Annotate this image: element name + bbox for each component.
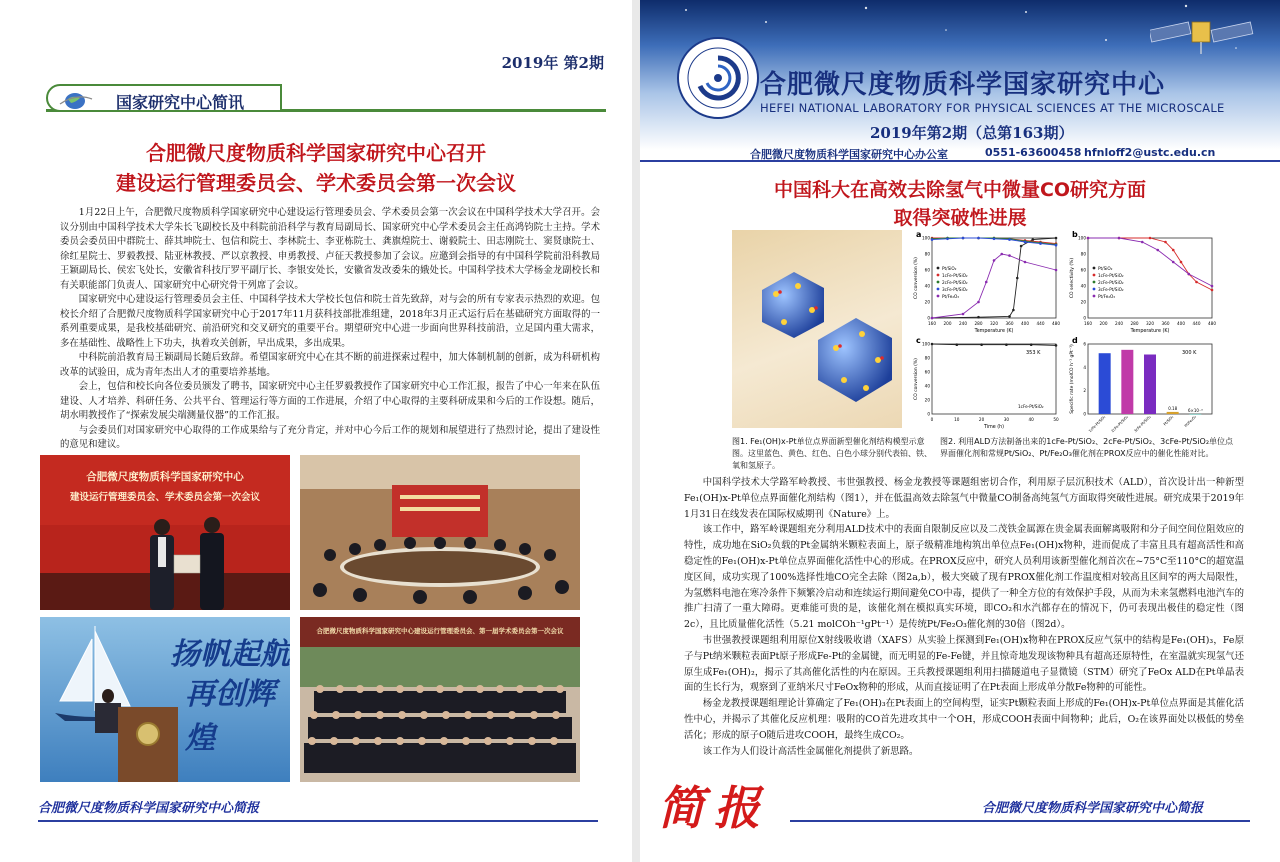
lab-name-en: HEFEI NATIONAL LABORATORY FOR PHYSICAL SCIENCES AT THE MICROSCALE (760, 101, 1225, 115)
legend-entry: 3cFe-Pt/SiO₂ (1098, 287, 1124, 292)
panel-label: d (1072, 336, 1078, 345)
group-banner: 合肥微尺度物质科学国家研究中心建设运行管理委员会、第一届学术委员会第一次会议 (316, 627, 564, 635)
legend-entry: 1cFe-Pt/SiO₂ (942, 273, 968, 278)
legend-entry: Pt/Fe₂O₃ (1098, 294, 1115, 299)
data-point (1024, 241, 1027, 244)
x-tick-label: Pt/SiO₂ (1162, 414, 1175, 427)
paragraph: 1月22日上午，合肥微尺度物质科学国家研究中心建设运行管理委员会、学术委员会第一次会议在中国科学技术大学召开。会议分别由中国科学技术大学朱长飞副校长及中科院前沿科学与教育局副局长、国家研究中心学术委员会主任高鸿钧院士主持。学术委员会委员田中群院士、薛其坤院士、包信和院士、李林院士、李亚栋院士、龚旗煌院士、谢毅院士、田志刚院士、窦贤康院士、徐红星院士、罗毅教授、陆亚林教授、严以京教授、申勇教授、卢征天教授参加了会议。应邀到会指导的有中国科学院前沿科教局王颖副局长、侯宏飞处长，安徽省科技厅罗平副厅长、李银安处长，安徽省发改委朱的娥处长。中国科学技术大学杨金龙副校长和有关职能部门负责人、国家研究中心研究骨干列席了会议。 (60, 207, 600, 291)
y-tick-label: 40 (1080, 283, 1086, 289)
section-header (46, 84, 606, 116)
y-axis-label: CO conversion (%) (914, 358, 919, 400)
people-figures (140, 513, 240, 610)
left-page (0, 0, 632, 862)
headline-line-2: 取得突破性进展 (893, 207, 1027, 229)
y-tick-label: 60 (924, 369, 930, 375)
legend-entry: 1cFe-Pt/SiO₂ (1018, 404, 1044, 409)
chart-frame (1088, 238, 1212, 318)
headline-line-2: 建设运行管理委员会、学术委员会第一次会议 (116, 171, 516, 195)
y-tick-label: 6 (1083, 341, 1086, 347)
email-address: hfnloff2@ustc.edu.cn (1084, 146, 1216, 159)
data-point (1030, 343, 1033, 346)
photo-award (40, 455, 290, 610)
footer-rule (38, 820, 598, 822)
y-tick-label: 0 (927, 411, 930, 417)
legend-entry: 1cFe-Pt/SiO₂ (1098, 273, 1124, 278)
lab-name-cn: 合肥微尺度物质科学国家研究中心 (760, 70, 1166, 100)
x-tick-label: 400 (1021, 321, 1029, 326)
x-tick-label: 320 (990, 321, 998, 326)
data-label: 0.18 (1168, 405, 1178, 411)
x-tick-label: 240 (1115, 321, 1123, 326)
article-body (60, 206, 600, 453)
stage-slogan-1: 扬帆起航 (170, 637, 290, 672)
x-tick-label: 2cFe-Pt/SiO₂ (1110, 414, 1130, 434)
chart-annotation: 353 K (1026, 350, 1041, 356)
x-tick-label: 3cFe-Pt/SiO₂ (1133, 414, 1152, 434)
data-point (1164, 241, 1167, 244)
y-tick-label: 4 (1083, 364, 1086, 370)
legend-entry: Pt/SiO₂ (1098, 266, 1113, 271)
data-point (1055, 237, 1058, 240)
data-point (1195, 281, 1198, 284)
headline-line-1: 中国科大在高效去除氢气中微量CO研究方面 (773, 179, 1147, 201)
article-body (684, 475, 1244, 759)
section-tab (46, 84, 282, 112)
data-point (962, 237, 965, 240)
photo-banner-line-2: 建设运行管理委员会、学术委员会第一次会议 (69, 492, 260, 503)
stage-slogan-2: 再创辉煌 (185, 677, 275, 756)
x-tick-label: 50 (1053, 417, 1059, 422)
data-point (962, 313, 965, 316)
data-point (993, 238, 996, 241)
photo-stage (40, 617, 290, 782)
data-point (1024, 261, 1027, 264)
phone-number: 0551-63600458 (985, 146, 1082, 159)
section-title: 国家研究中心简讯 (116, 93, 245, 112)
y-tick-label: 40 (924, 383, 930, 389)
y-axis-label: CO conversion (%) (914, 257, 919, 299)
footer-title: 合肥微尺度物质科学国家研究中心简报 (982, 801, 1204, 816)
data-point (1055, 269, 1058, 272)
data-point (931, 238, 934, 241)
data-point (1012, 309, 1015, 312)
data-point (931, 317, 934, 320)
chart-frame (932, 238, 1056, 318)
data-point (980, 343, 983, 346)
data-point (1118, 237, 1121, 240)
catalyst-performance-chart (908, 228, 1218, 436)
x-tick-label: 1cFe-Pt/SiO₂ (1088, 414, 1107, 434)
y-tick-label: 40 (924, 283, 930, 289)
data-point (977, 301, 980, 304)
paragraph: 会上，包信和校长向各位委员颁发了聘书，国家研究中心主任罗毅教授作了国家研究中心工作汇报，报告了中心一年来在队伍建设、人才培养、科研任务、公共平台、管理运行等方面的工作进展，介绍了中心取得的主要科研成果和今后的工作设想。随后，胡水明教授作了“探索发展尖端测量仪器”的工作汇报。 (60, 381, 600, 421)
x-tick-label: Pt/Fe₂O₃ (1183, 414, 1198, 429)
y-tick-label: 80 (1080, 251, 1086, 257)
footer-rule (790, 820, 1250, 822)
x-tick-label: 280 (974, 321, 983, 326)
data-point (1000, 253, 1003, 256)
x-tick-label: 0 (930, 417, 934, 422)
data-point (1055, 244, 1058, 247)
x-tick-label: 280 (1130, 321, 1139, 326)
masthead-banner (640, 0, 1280, 150)
data-point (1005, 343, 1008, 346)
legend-marker (1093, 295, 1096, 298)
paragraph: 与会委员们对国家研究中心取得的工作成果给与了充分肯定，并对中心今后工作的规划和展望进行了热烈讨论，提出了建设性的意见和建议。 (60, 424, 600, 450)
data-point (1008, 254, 1011, 257)
data-point (1156, 249, 1159, 252)
catalyst-model-figure (732, 230, 902, 428)
y-tick-label: 80 (924, 355, 930, 361)
y-tick-label: 100 (922, 341, 930, 347)
chart-annotation: 300 K (1182, 350, 1197, 356)
x-tick-label: 480 (1208, 321, 1216, 326)
y-axis-label: Specific rate (molCO h⁻¹ gPt⁻¹) (1070, 344, 1075, 414)
legend-marker (937, 267, 940, 270)
data-point (1055, 344, 1058, 347)
legend-entry: 2cFe-Pt/SiO₂ (942, 280, 968, 285)
y-tick-label: 20 (924, 397, 930, 403)
legend-marker (1093, 288, 1096, 291)
x-tick-label: 40 (1028, 417, 1034, 422)
x-tick-label: 320 (1146, 321, 1154, 326)
y-tick-label: 100 (922, 235, 930, 241)
page-gutter (632, 0, 640, 862)
paragraph: 该工作为人们设计高活性金属催化剂提供了新思路。 (702, 745, 919, 757)
panel-label: a (916, 230, 922, 239)
bar (1144, 355, 1156, 415)
bar (1121, 350, 1133, 414)
contact-rule (640, 160, 1280, 162)
contact-bar (640, 146, 1280, 164)
photo-banner-line-1: 合肥微尺度物质科学国家研究中心 (86, 471, 244, 483)
data-point (1141, 241, 1144, 244)
data-point (1172, 261, 1175, 264)
data-point (1008, 238, 1011, 241)
data-point (946, 238, 949, 241)
x-tick-label: 360 (1005, 321, 1014, 326)
x-tick-label: 200 (1099, 321, 1108, 326)
data-point (1087, 237, 1090, 240)
data-point (985, 281, 988, 284)
nanoparticle-illustration (732, 230, 902, 428)
group-people (300, 679, 580, 782)
y-tick-label: 0 (927, 315, 930, 321)
x-tick-label: 30 (1003, 417, 1010, 422)
photo-group (300, 617, 580, 782)
data-point (1149, 237, 1152, 240)
x-tick-label: 10 (954, 417, 960, 422)
issue-label: 2019年 第2期 (501, 54, 604, 72)
legend-entry: 2cFe-Pt/SiO₂ (1098, 280, 1124, 285)
y-tick-label: 20 (1080, 299, 1086, 305)
data-point (977, 316, 980, 319)
footer-title: 合肥微尺度物质科学国家研究中心简报 (38, 801, 260, 816)
figure1-caption: 图1. Fe₁(OH)x-Pt单位点界面新型催化剂结构模型示意图。这里蓝色、黄色、红色、白色小球分别代表铂、铁、氧和氢原子。 (732, 437, 932, 470)
lab-logo (676, 36, 760, 120)
y-tick-label: 80 (924, 251, 930, 257)
data-point (993, 259, 996, 262)
satellite-icon (1150, 8, 1260, 66)
data-point (1008, 315, 1011, 318)
panel-label: b (1072, 230, 1078, 239)
panel-label: c (916, 336, 921, 345)
data-point (1187, 273, 1190, 276)
legend-entry: 3cFe-Pt/SiO₂ (942, 287, 968, 292)
y-tick-label: 20 (924, 299, 930, 305)
x-tick-label: 480 (1052, 321, 1060, 326)
x-tick-label: 440 (1192, 321, 1201, 326)
attendees (300, 535, 580, 610)
paragraph: 国家研究中心建设运行管理委员会主任、中国科学技术大学校长包信和院士首先致辞，对与会的所有专家表示热烈的欢迎。包校长介绍了合肥微尺度物质科学国家研究中心于2017年11月获科技部批准组建，2018年3月正式运行后在基础研究方面取得的一系列重要成果，是我校基础研究、前沿研究和交叉研究的重要平台。期望研究中心进一步面向世界科技前沿，立足国内重大需求，多在基础性、战略性上下功夫，执着攻关创新，早出成果，多出成果。 (60, 294, 600, 349)
brief-logo-text: 简报 (658, 781, 770, 835)
data-point (1211, 289, 1214, 292)
x-axis-label: Temperature (K) (1130, 329, 1170, 334)
legend-marker (1093, 281, 1096, 284)
legend-marker (1093, 267, 1096, 270)
data-point (1020, 245, 1023, 248)
legend-entry: Pt/Fe₂O₃ (942, 294, 959, 299)
y-tick-label: 100 (1078, 235, 1086, 241)
legend-marker (937, 281, 940, 284)
x-tick-label: 160 (928, 321, 936, 326)
data-point (1016, 277, 1019, 280)
office-name: 合肥微尺度物质科学国家研究中心办公室 (750, 148, 948, 161)
data-point (1039, 242, 1042, 245)
paragraph: 韦世强教授课题组利用原位X射线吸收谱（XAFS）从实验上探测到Fe₁(OH)x物种在PROX反应气氛中的结构是Fe₁(OH)₃，Fe原子与Pt纳米颗粒表面Pt原子形成Fe-Pt的金属键，而无明显的Fe-Fe键，并且惊奇地发现该物种具有超高还原特性，在室温就实现氢气还原生成Fe₁(OH)₂，揭示了其高催化活性的内在原因。王兵教授课题组利用扫描隧道电子显微镜（STM）研究了FeOx ALD在Pt单晶表面的生长行为，观察到了亚纳米尺寸FeOx物种的形成，从而直接证明了在Pt表面上形成单分散Fe物种的可能性。 (684, 634, 1244, 694)
y-axis-label: CO selectivity (%) (1070, 257, 1075, 299)
paragraph: 中国科学技术大学路军岭教授、韦世强教授、杨金龙教授等课题组密切合作，利用原子层沉积技术（ALD），首次设计出一种新型Fe₁(OH)x-Pt单位点界面催化剂结构（图1），并在低温高效去除氢气中微量CO制备高纯氢气方面取得突破性进展。研究成果于2019年1月31日在线发表在国际权威期刊《Nature》上。 (684, 477, 1244, 520)
x-tick-label: 440 (1036, 321, 1045, 326)
data-point (1172, 249, 1175, 252)
x-tick-label: 360 (1161, 321, 1170, 326)
data-point (1180, 261, 1183, 264)
bar (1189, 414, 1201, 415)
paragraph: 该工作中，路军岭课题组充分利用ALD技术中的表面自限制反应以及二茂铁金属源在贵金属表面解离吸附和分子间空间位阻效应的特性，成功地在SiO₂负载的Pt金属纳米颗粒表面上，原子级精准地构筑出单位点Fe₁(OH)x物种，进而促成了丰富且具有超高活性和高稳定性的Fe₁(OH)x-Pt单位点界面催化活性中心的形成。在PROX反应中，研究人员利用该新型催化剂首次在~75°C至110°C的超宽温度区间，成功实现了100%选择性地CO完全去除（图2a,b），极大突破了现有PROX催化剂工作温度相对较高且区间窄的两大局限性，为氢燃料电池在寒冷条件下频繁冷启动和连续运行期间避免CO中毒，提供了一种全方位的有效保护手段，从而为未来氢燃料电池汽车的推广扫清了一重大障碍。更难能可贵的是，该催化剂在模拟真实环境，即CO₂和水汽都存在的情况下，仍可表现出极佳的稳定性（图2c），且比质量催化活性（5.21 molCOh⁻¹gPt⁻¹）是传统Pt/Fe₂O₃催化剂的30倍（图2d）。 (684, 524, 1244, 631)
data-label: 6×10⁻³ (1187, 407, 1203, 413)
issue-number: 2019年第2期（总第163期） (870, 124, 1074, 142)
x-axis-label: Temperature (K) (974, 329, 1014, 334)
data-point (977, 237, 980, 240)
legend-marker (937, 295, 940, 298)
data-point (1211, 285, 1214, 288)
legend-marker (937, 274, 940, 277)
x-tick-label: 400 (1177, 321, 1185, 326)
right-page (640, 0, 1280, 862)
data-point (1031, 238, 1034, 241)
figure2-caption: 图2. 利用ALD方法制备出来的1cFe-Pt/SiO₂、2cFe-Pt/SiO₂、3cFe-Pt/SiO₂单位点界面催化剂和常规Pt/SiO₂、Pt/Fe₂O₃催化剂在PROX反应中的催化性能对比。 (940, 437, 1234, 458)
paragraph: 中科院前沿教育局王颖副局长随后致辞。希望国家研究中心在其不断的前进探索过程中，加大体制机制的创新，成为科研机构改革的试验田，成为青年杰出人才的重要培养基地。 (60, 352, 600, 378)
globe-icon (58, 89, 94, 111)
x-tick-label: 160 (1084, 321, 1092, 326)
bar (1167, 412, 1179, 414)
y-tick-label: 60 (924, 267, 930, 273)
legend-marker (937, 288, 940, 291)
data-point (956, 343, 959, 346)
headline-line-1: 合肥微尺度物质科学国家研究中心召开 (146, 141, 486, 165)
bar (1099, 353, 1111, 414)
x-tick-label: 20 (978, 417, 985, 422)
y-tick-label: 0 (1083, 411, 1086, 417)
x-axis-label: Time (h) (983, 425, 1005, 430)
legend-entry: Pt/SiO₂ (942, 266, 957, 271)
paragraph: 杨金龙教授课题组理论计算确定了Fe₁(OH)₃在Pt表面上的空间构型，证实Pt颗粒表面上形成的Fe₁(OH)x-Pt单位点界面是其催化活性中心，并揭示了其催化反应机理：吸附的CO首先进攻其中一个OH，形成COOH表面中间物种；此后，O₂在该界面处以极低的势垒活化；形成的原子O随后进攻COOH，最终生成CO₂。 (684, 698, 1244, 741)
y-tick-label: 2 (1083, 388, 1086, 394)
x-tick-label: 200 (943, 321, 952, 326)
y-tick-label: 0 (1083, 315, 1086, 321)
x-tick-label: 240 (959, 321, 967, 326)
legend-marker (1093, 274, 1096, 277)
y-tick-label: 60 (1080, 267, 1086, 273)
data-point (931, 343, 934, 346)
photo-meeting (300, 455, 580, 610)
